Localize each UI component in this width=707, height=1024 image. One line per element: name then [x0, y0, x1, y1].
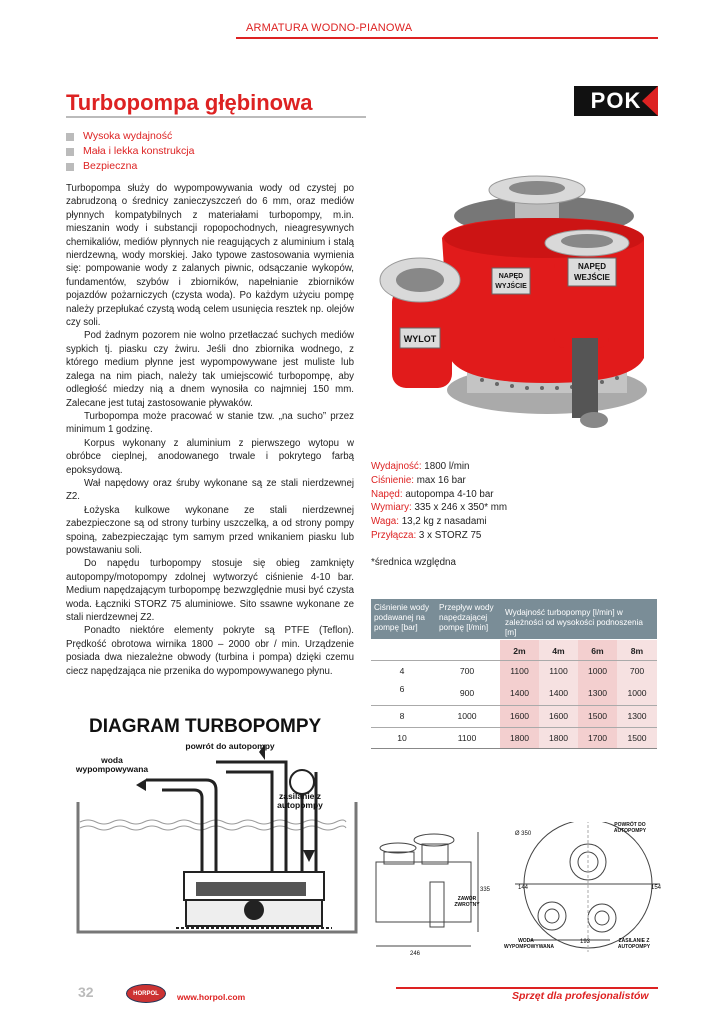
drawing-label-valve: ZAWÓR ZWROTNY: [454, 896, 480, 908]
diagram-label-return: powrót do autopompy: [185, 741, 275, 751]
bullet-icon: [66, 163, 74, 171]
paragraph: Wał napędowy oraz śruby wykonane są ze stali nierdzewnej Z2.: [66, 477, 354, 503]
dimension-label: 144: [517, 885, 528, 891]
paragraph: Turbopompa może pracować w stanie tzw. „na sucho” przez minimum 1 godzinę.: [66, 410, 354, 436]
svg-text:WYLOT: WYLOT: [403, 334, 437, 344]
footnote: *średnica względna: [371, 557, 456, 568]
spec-list: [371, 460, 507, 543]
feature-list: [66, 129, 194, 174]
feature-item: Mała i lekka konstrukcja: [66, 144, 194, 159]
table-rule: [371, 727, 657, 728]
diagram-title: DIAGRAM TURBOPOMPY: [89, 716, 322, 737]
footer-rule: [396, 987, 658, 989]
dimension-label: Ø 350: [514, 831, 532, 837]
paragraph: Do napędu turbopompy stosuje się obieg zamknięty autopompy/motopompy zdolnej wytworzyć ciśnienie 4-10 bar. Medium napędzającym turbopompę bezwzględnie musi być czysta woda. Łączniki STORZ 75 aluminiowe. Sito ssawne wykonane ze stali nierdzewnej Z2.: [66, 558, 354, 623]
drawing-label-water: WODA WYPOMPOWYWANA: [504, 938, 554, 950]
svg-text:WYJŚCIE: WYJŚCIE: [495, 283, 527, 290]
bullet-icon: [66, 133, 74, 141]
description-text: [66, 182, 354, 678]
column-header-flow: Przepływ wody napędzającej pompę [l/min]: [439, 603, 494, 632]
spec-item: Waga: 13,2 kg z nasadami: [371, 516, 487, 528]
column-header-capacity: Wydajność turbopompy [l/min] w zależności od wysokości podnoszenia [m]: [505, 608, 643, 637]
paragraph: Łożyska kulkowe wykonane ze stali nierdzewnej zabezpieczone są od strony turbiny uszczelką, a od strony pompy spoiną, zabezpieczając tym samym przed wnikaniem piasku lub powstawaniu soli.: [66, 504, 354, 556]
table-rule: [371, 705, 657, 706]
dimension-label: 335: [479, 887, 490, 893]
paragraph: Turbopompa służy do wypompowywania wody od czystej po zabrudzoną o średnicy zanieczyszczeń do 6 mm, oraz mediów płynnych kompatybilnych z materiałami turbopompy, m.in. mieszanin wody i substancji ropopochodnych, nieagresywnych chemikaliów, mediów płynnych nie reagujących z aluminium i stalą nierdzewną, wody morskiej. Jako typowe zastosowania wymienia się: pompowanie wody z zalanych piwnic, odsączanie wykopów, fundamentów, szybów i zbiorników, napełnianie zbiorników pojazdów pożarniczych (czysta woda). Po każdym użyciu pompę należy przepłukać czystą wodą celem usunięcia resztek np. olejów czy soli.: [66, 183, 354, 329]
page-title: Turbopompa głębinowa: [66, 90, 313, 115]
title-underline: [66, 116, 366, 118]
svg-text:NAPĘD: NAPĘD: [577, 262, 607, 271]
table-subheader: 2m 4m 6m 8m: [513, 646, 644, 656]
website-link[interactable]: www.horpol.com: [177, 992, 246, 1002]
table-header: [371, 599, 657, 639]
dimension-label: 246: [409, 951, 420, 957]
spec-item: Przyłącza: 3 x STORZ 75: [371, 529, 482, 541]
horpol-logo: HORPOL: [126, 984, 166, 1003]
feature-item: Wysoka wydajność: [66, 129, 194, 144]
dimension-label: 154: [650, 885, 661, 891]
table-rule: [371, 660, 657, 661]
brand-logo: [574, 86, 658, 116]
header-rule: [236, 37, 658, 39]
paragraph: Pod żadnym pozorem nie wolno przetłaczać suchych mediów sypkich tj. piasku czy żwiru. Jeśli dno zbiornika wodnego, z którego medium płynne jest wypompowywane jest muliste lub zalega na nim piach, należy tak umiejscowić turbopompę, aby odległość miedzy nią a dnem wynosiła co najmniej 150 mm. Zalecane jest tutaj zastosowanie pływaków.: [66, 330, 354, 409]
diagram-label-supply: zasilanie z autopompy: [277, 791, 323, 810]
spec-item: Napęd: autopompa 4-10 bar: [371, 488, 494, 500]
feature-item: Bezpieczna: [66, 159, 194, 174]
dimension-label: 193: [579, 939, 590, 945]
bullet-icon: [66, 148, 74, 156]
page-number: 32: [78, 984, 94, 1000]
column-header-pressure: Ciśnienie wody podawanej na pompę [bar]: [374, 603, 430, 632]
paragraph: Korpus wykonany z aluminium z pierwszego wytopu w obróbce cieplnej, anodowanego trwale i pokrytego farbą epoksydową.: [66, 437, 354, 476]
spec-item: Wydajność: 1800 l/min: [371, 461, 470, 472]
paragraph: Ponadto niektóre elementy pokryte są PTFE (Teflon). Prędkość obrotowa wirnika 1800 – 2000 obr / min. Urządzenie posiada dwa niezależne obwody (turbina i pompa) dzięki czemu ciecz napędzająca nie przenika do wypompowywanego płynu.: [66, 625, 354, 677]
product-photo: [372, 168, 662, 453]
svg-text:NAPĘD: NAPĘD: [498, 273, 524, 280]
spec-item: Ciśnienie: max 16 bar: [371, 474, 466, 486]
drawing-label-supply: ZASILANIE Z AUTOPOMPY: [617, 938, 651, 950]
drawing-label-return: POWRÓT DO AUTOPOMPY: [613, 822, 647, 834]
section-header: ARMATURA WODNO-PIANOWA: [246, 22, 413, 34]
diagram-label-water: woda wypompowywana: [75, 755, 149, 774]
table-rule: [371, 748, 657, 749]
svg-text:WEJŚCIE: WEJŚCIE: [573, 273, 611, 282]
brand-logo-text: POK: [590, 88, 642, 113]
spec-item: Wymiary: 335 x 246 x 350* mm: [371, 502, 508, 514]
footer-slogan: Sprzęt dla profesjonalistów: [512, 990, 649, 1002]
